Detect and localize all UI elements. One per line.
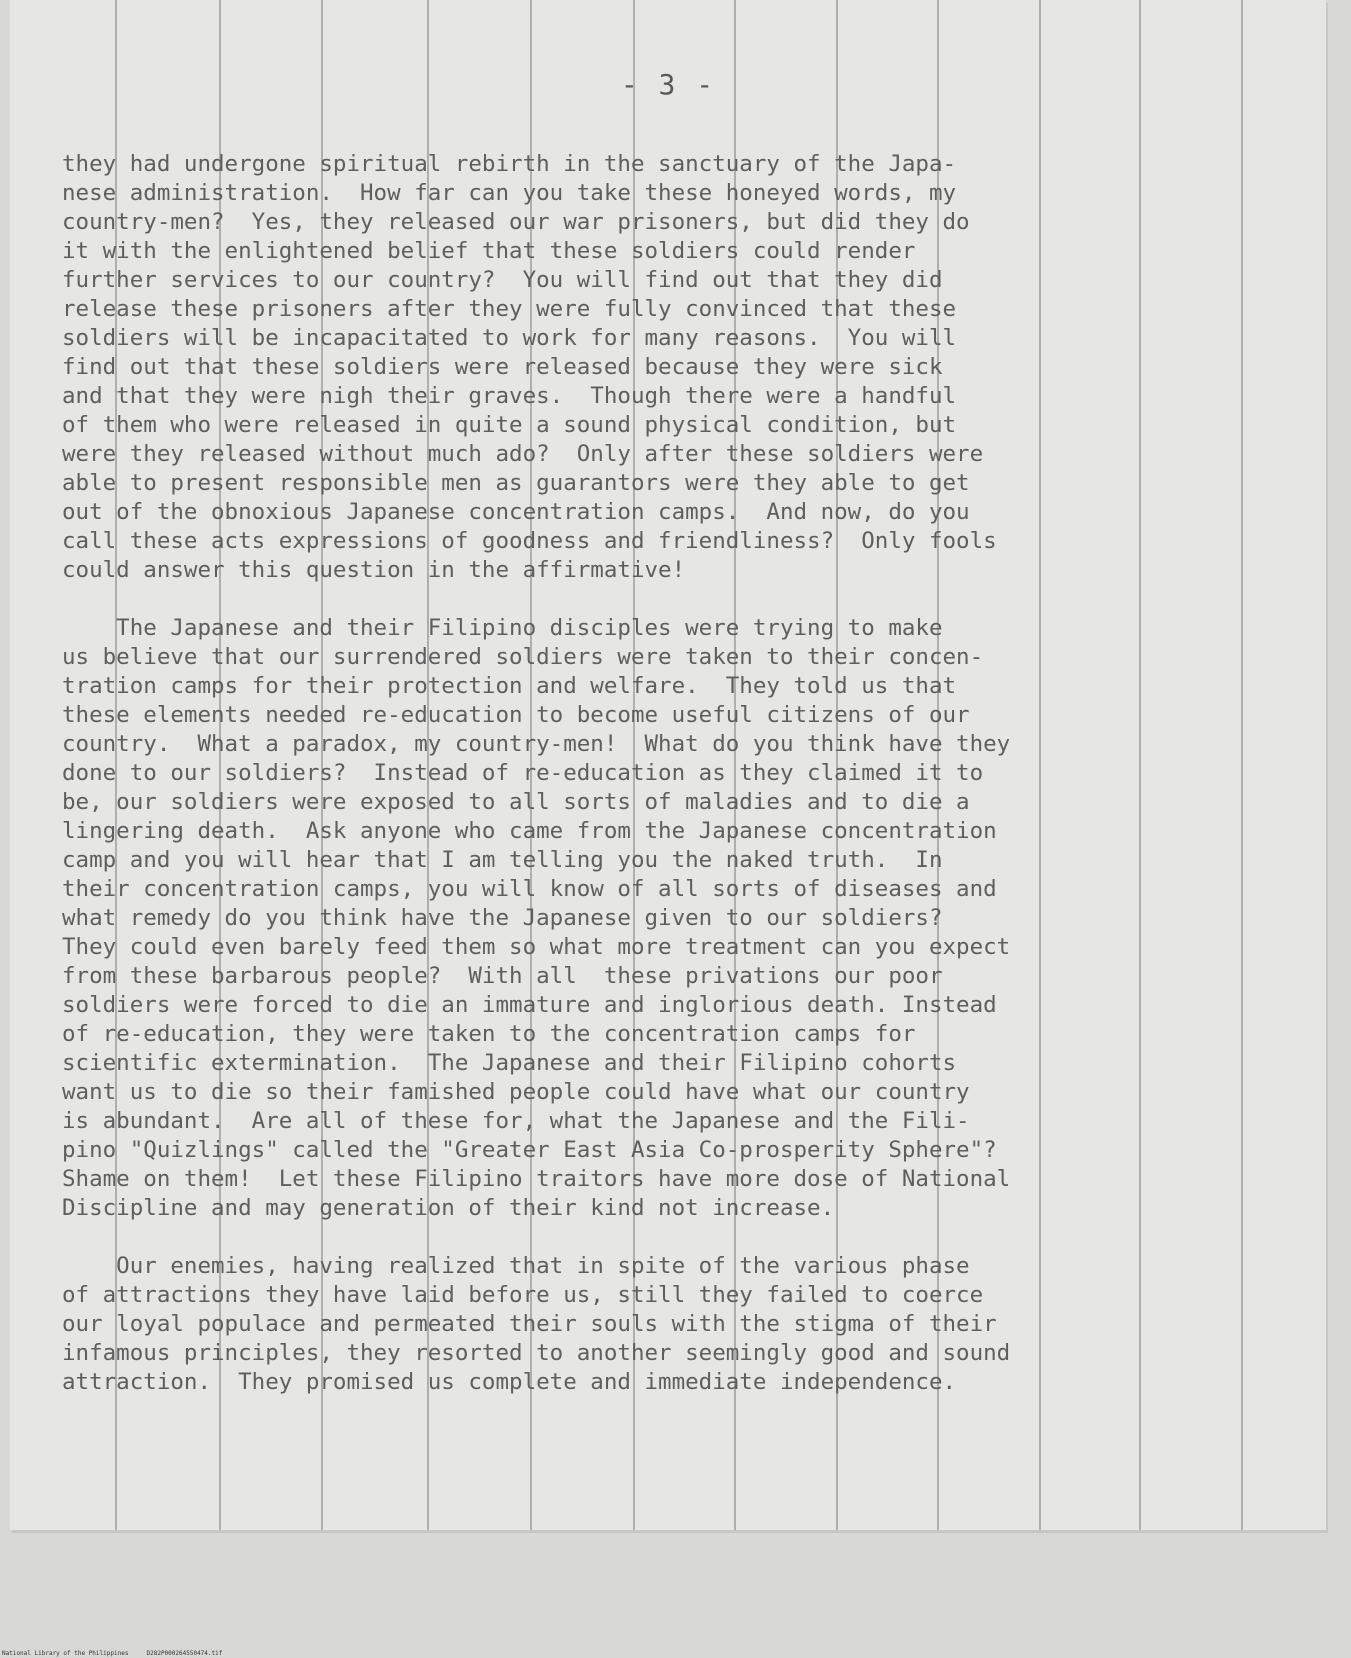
text-line: of re-education, they were taken to the concentration camps for [62, 1021, 916, 1047]
text-line: of them who were released in quite a sound physical condition, but [62, 412, 957, 438]
text-line: they had undergone spiritual rebirth in the sanctuary of the Japa- [62, 151, 957, 177]
text-line: could answer this question in the affirmative! [62, 557, 686, 583]
text-line: call these acts expressions of goodness and friendliness? Only fools [62, 528, 997, 554]
text-line: from these barbarous people? With all these privations our poor [62, 963, 943, 989]
text-line: be, our soldiers were exposed to all sorts of maladies and to die a [62, 789, 970, 815]
paragraph-1 [62, 150, 1302, 585]
text-line: country. What a paradox, my country-men! What do you think have they [62, 731, 1011, 757]
text-line: what remedy do you think have the Japanese given to our soldiers? [62, 905, 943, 931]
text-line: these elements needed re-education to become useful citizens of our [62, 702, 970, 728]
text-line: tration camps for their protection and welfare. They told us that [62, 673, 957, 699]
text-line: able to present responsible men as guarantors were they able to get [62, 470, 970, 496]
text-line: were they released without much ado? Only after these soldiers were [62, 441, 984, 467]
text-line: attraction. They promised us complete and immediate independence. [62, 1369, 957, 1395]
text-line: They could even barely feed them so what more treatment can you expect [62, 934, 1011, 960]
text-line: us believe that our surrendered soldiers were taken to their concen- [62, 644, 984, 670]
page-number: - 3 - [620, 68, 716, 101]
document-page [10, 0, 1326, 1530]
text-line: nese administration. How far can you take these honeyed words, my [62, 180, 957, 206]
text-line: our loyal populace and permeated their souls with the stigma of their [62, 1311, 997, 1337]
text-line: out of the obnoxious Japanese concentration camps. And now, do you [62, 499, 970, 525]
text-line: want us to die so their famished people could have what our country [62, 1079, 970, 1105]
document-body [62, 150, 1302, 1397]
text-line: Our enemies, having realized that in spite of the various phase [62, 1253, 970, 1279]
paragraph-2 [62, 614, 1302, 1223]
text-line: find out that these soldiers were released because they were sick [62, 354, 943, 380]
text-line: their concentration camps, you will know of all sorts of diseases and [62, 876, 997, 902]
text-line: Discipline and may generation of their kind not increase. [62, 1195, 835, 1221]
text-line: soldiers were forced to die an immature and inglorious death. Instead [62, 992, 997, 1018]
text-line: soldiers will be incapacitated to work for many reasons. You will [62, 325, 957, 351]
text-line: lingering death. Ask anyone who came from the Japanese concentration [62, 818, 997, 844]
text-line: further services to our country? You will find out that they did [62, 267, 943, 293]
text-line: done to our soldiers? Instead of re-education as they claimed it to [62, 760, 984, 786]
text-line: camp and you will hear that I am telling you the naked truth. In [62, 847, 943, 873]
text-line: is abundant. Are all of these for, what the Japanese and the Fili- [62, 1108, 970, 1134]
text-line: release these prisoners after they were fully convinced that these [62, 296, 957, 322]
text-line: Shame on them! Let these Filipino traitors have more dose of National [62, 1166, 1011, 1192]
text-line: country-men? Yes, they released our war prisoners, but did they do [62, 209, 970, 235]
text-line: scientific extermination. The Japanese and their Filipino cohorts [62, 1050, 957, 1076]
text-line: The Japanese and their Filipino disciples were trying to make [62, 615, 943, 641]
text-line: and that they were nigh their graves. Though there were a handful [62, 383, 957, 409]
text-line: pino "Quizlings" called the "Greater East Asia Co-prosperity Sphere"? [62, 1137, 997, 1163]
paragraph-3 [62, 1252, 1302, 1397]
text-line: infamous principles, they resorted to another seemingly good and sound [62, 1340, 1011, 1366]
text-line: of attractions they have laid before us, still they failed to coerce [62, 1282, 984, 1308]
scan-source-caption: National Library of the Philippines D282P000264550474.tif [2, 1650, 223, 1657]
text-line: it with the enlightened belief that these soldiers could render [62, 238, 916, 264]
